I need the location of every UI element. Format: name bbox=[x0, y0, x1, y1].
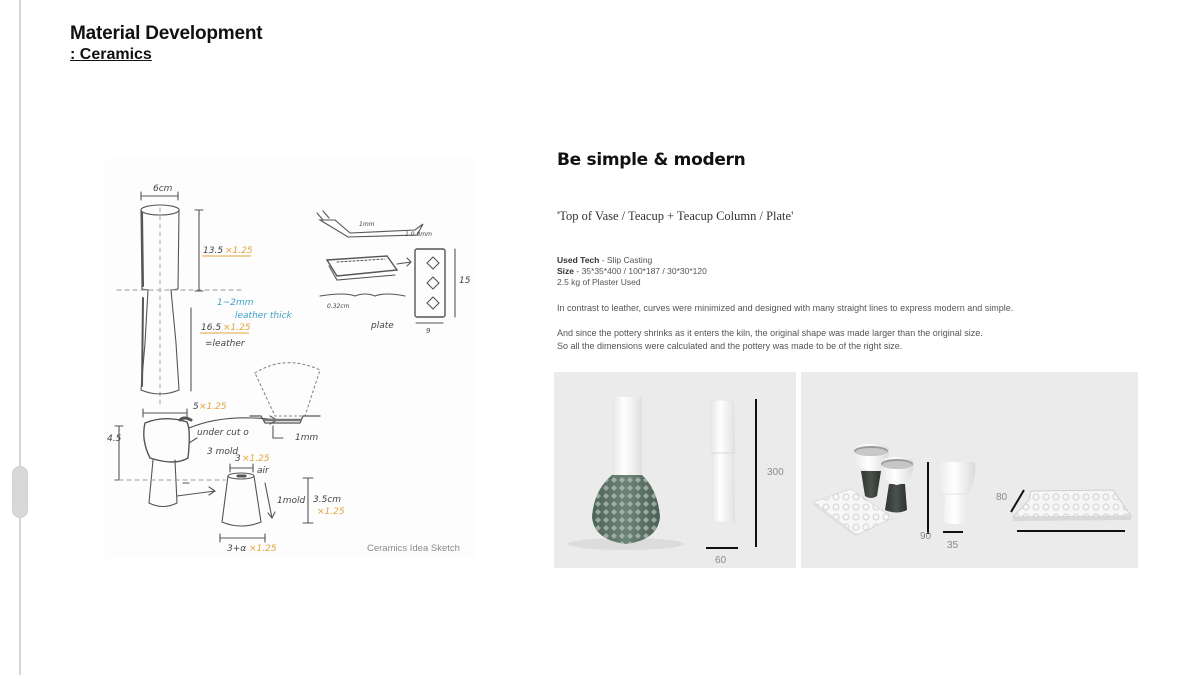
spec-tech bbox=[557, 255, 707, 266]
cup-width-label: 35 bbox=[947, 540, 959, 551]
svg-text:×1.25: ×1.25 bbox=[249, 544, 277, 554]
svg-text:plate: plate bbox=[371, 321, 394, 331]
vase-height-label: 300 bbox=[767, 467, 784, 478]
sketch-drawing bbox=[105, 158, 475, 558]
svg-text:1mm: 1mm bbox=[359, 221, 375, 228]
spec-plaster: 2.5 kg of Plaster Used bbox=[557, 277, 641, 287]
vase-render bbox=[554, 372, 796, 568]
section-headline: Be simple & modern bbox=[557, 150, 746, 170]
svg-text:3: 3 bbox=[235, 454, 241, 464]
svg-text:0.32cm: 0.32cm bbox=[327, 303, 350, 310]
svg-text:×1.25: ×1.25 bbox=[225, 246, 253, 256]
left-margin-rule bbox=[19, 0, 21, 675]
svg-text:under cut o: under cut o bbox=[197, 428, 249, 438]
ceramics-idea-sketch bbox=[105, 158, 475, 558]
teacup-plate-render-panel bbox=[801, 372, 1138, 568]
svg-text:1mm: 1mm bbox=[295, 433, 319, 443]
vase-render-panel bbox=[554, 372, 796, 568]
cup-height-label: 90 bbox=[920, 531, 932, 542]
paragraph-shrinkage bbox=[557, 327, 983, 353]
svg-text:×1.25: ×1.25 bbox=[199, 402, 227, 412]
paragraph-design: In contrast to leather, curves were minimized and designed with many straight lines to express modern and simple. bbox=[557, 303, 1014, 313]
spec-size bbox=[557, 266, 707, 277]
svg-text:9: 9 bbox=[426, 327, 431, 335]
product-quote: 'Top of Vase / Teacup + Teacup Column / Plate' bbox=[557, 209, 794, 223]
page-title: Material Development bbox=[70, 23, 263, 44]
svg-text:4.5: 4.5 bbox=[107, 434, 122, 444]
svg-text:air: air bbox=[257, 466, 269, 476]
svg-text:1.0.8mm: 1.0.8mm bbox=[405, 231, 432, 238]
svg-text:=leather: =leather bbox=[205, 339, 245, 349]
vase-width-label: 60 bbox=[715, 555, 727, 566]
svg-text:×1.25: ×1.25 bbox=[223, 323, 251, 333]
svg-text:3.5cm: 3.5cm bbox=[313, 495, 342, 505]
svg-text:5: 5 bbox=[193, 402, 199, 412]
scrollbar-thumb[interactable] bbox=[12, 466, 28, 518]
paragraph-shrinkage-line2: So all the dimensions were calculated and the pottery was made to be of the right size. bbox=[557, 341, 903, 351]
svg-text:×1.25: ×1.25 bbox=[242, 454, 270, 464]
svg-text:13.5: 13.5 bbox=[203, 246, 224, 256]
svg-text:15: 15 bbox=[459, 276, 471, 286]
plate-depth-label: 80 bbox=[996, 492, 1008, 503]
page-subtitle: : Ceramics bbox=[70, 46, 152, 63]
svg-text:3 mold: 3 mold bbox=[207, 447, 239, 457]
svg-text:3+α: 3+α bbox=[227, 544, 247, 554]
svg-text:leather thick: leather thick bbox=[235, 311, 292, 321]
specs-block bbox=[557, 255, 707, 288]
paragraph-shrinkage-line1: And since the pottery shrinks as it enters the kiln, the original shape was made larger than the original size. bbox=[557, 328, 983, 338]
teacup-plate-render bbox=[801, 372, 1138, 568]
spec-tech-value: - Slip Casting bbox=[599, 255, 653, 265]
svg-text:1mold: 1mold bbox=[277, 496, 306, 506]
svg-text:6cm: 6cm bbox=[153, 184, 173, 194]
spec-tech-label: Used Tech bbox=[557, 255, 600, 265]
svg-text:1~2mm: 1~2mm bbox=[217, 298, 254, 308]
sketch-caption: Ceramics Idea Sketch bbox=[367, 543, 460, 554]
svg-text:16.5: 16.5 bbox=[201, 323, 222, 333]
spec-size-value: - 35*35*400 / 100*187 / 30*30*120 bbox=[574, 266, 707, 276]
spec-size-label: Size bbox=[557, 266, 575, 276]
svg-text:×1.25: ×1.25 bbox=[317, 507, 345, 517]
